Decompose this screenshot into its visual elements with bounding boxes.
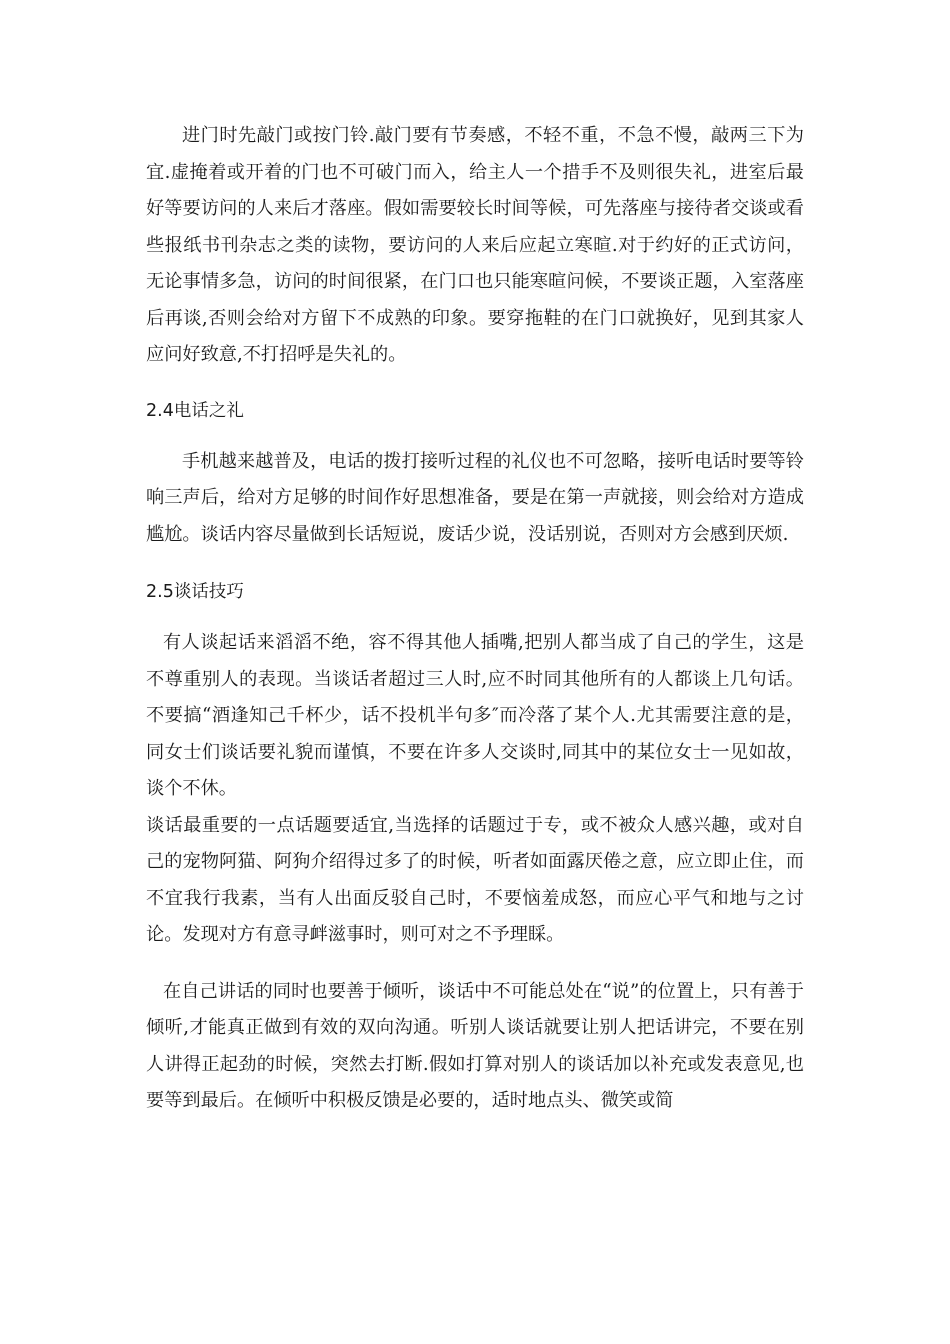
paragraph-listening: 在自己讲话的同时也要善于倾听，谈话中不可能总处在“说”的位置上，只有善于倾听,才能真正做到有效的双向沟通。听别人谈话就要让别人把话讲完，不要在别人讲得正起劲的时候，突然去打断.假如打算对别人的谈话加以补充或发表意见,也要等到最后。在倾听中积极反馈是必要的，适时地点头、微笑或简 <box>146 980 804 1111</box>
paragraph-phone-etiquette: 手机越来越普及，电话的拨打接听过程的礼仪也不可忽略，接听电话时要等铃响三声后，给对方足够的时间作好思想准备，要是在第一声就接，则会给对方造成尴尬。谈话内容尽量做到长话短说，废话少说，没话别说，否则对方会感到厌烦. <box>146 450 804 545</box>
section-heading-phone-etiquette: 2.4电话之礼 <box>146 400 244 421</box>
paragraph-talk-skills-1: 有人谈起话来滔滔不绝，容不得其他人插嘴,把别人都当成了自己的学生，这是不尊重别人的表现。当谈话者超过三人时,应不时同其他所有的人都谈上几句话。不要搞“酒逢知己千杯少，话不投机半句多″而冷落了某个人.尤其需要注意的是，同女士们谈话要礼貌而谨慎，不要在许多人交谈时,同其中的某位女士一见如故，谈个不休。 <box>146 632 804 799</box>
document-page <box>146 118 804 1120</box>
paragraph-visit-etiquette: 进门时先敲门或按门铃.敲门要有节奏感，不轻不重，不急不慢，敲两三下为宜.虚掩着或开着的门也不可破门而入，给主人一个措手不及则很失礼，进室后最好等要访问的人来后才落座。假如需要较长时间等候，可先落座与接待者交谈或看些报纸书刊杂志之类的读物，要访问的人来后应起立寒暄.对于约好的正式访问，无论事情多急，访问的时间很紧，在门口也只能寒暄问候，不要谈正题，入室落座后再谈,否则会给对方留下不成熟的印象。要穿拖鞋的在门口就换好，见到其家人应问好致意,不打招呼是失礼的。 <box>146 125 804 365</box>
paragraph-talk-skills-2: 谈话最重要的一点话题要适宜,当选择的话题过于专，或不被众人感兴趣，或对自己的宠物阿猫、阿狗介绍得过多了的时候，听者如面露厌倦之意，应立即止住，而不宜我行我素，当有人出面反驳自己时，不要恼羞成怒，而应心平气和地与之讨论。发现对方有意寻衅滋事时，则可对之不予理睬。 <box>146 814 804 945</box>
section-heading-talk-skills: 2.5谈话技巧 <box>146 582 244 602</box>
